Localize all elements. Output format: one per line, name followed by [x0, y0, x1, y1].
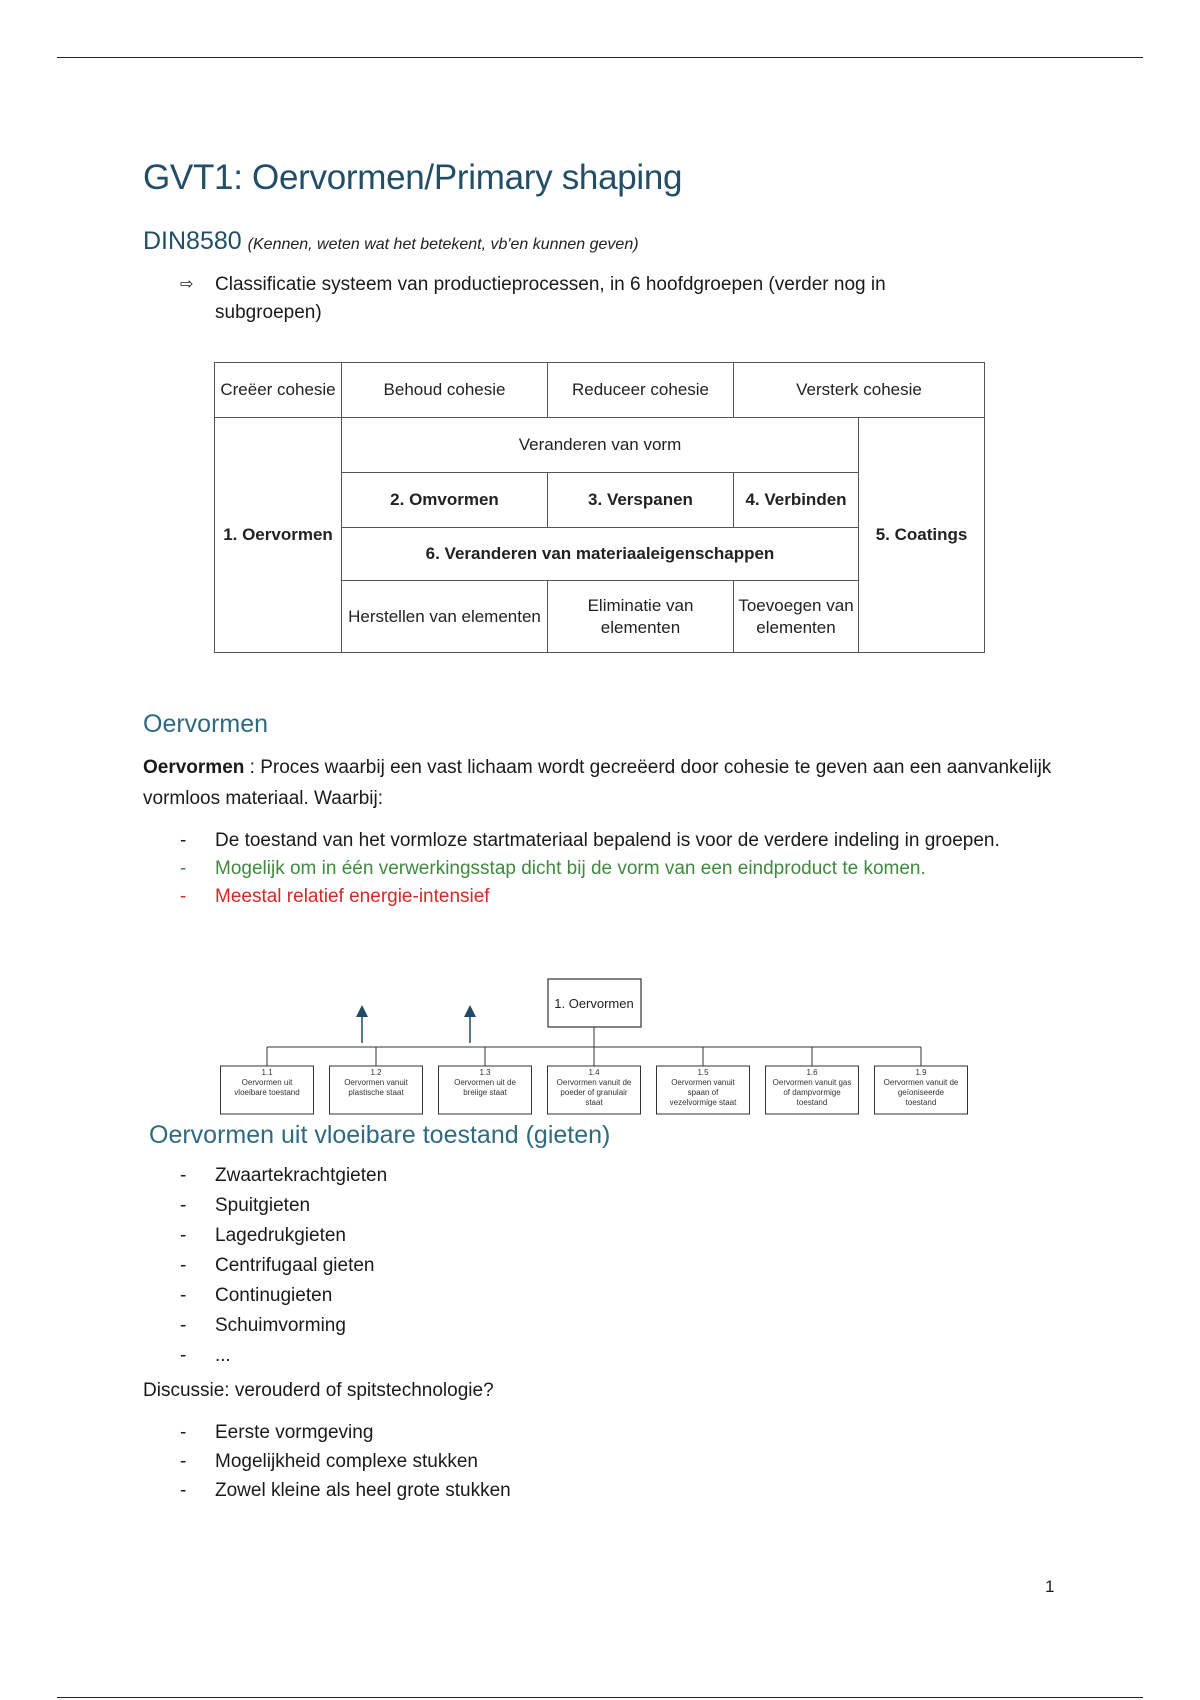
cell-veranderen-vorm: Veranderen van vorm: [342, 418, 859, 473]
subgroup-number: 1.2: [370, 1068, 382, 1077]
subgroup-label: Oervormen uit de: [454, 1078, 516, 1087]
page-number: 1: [1045, 1577, 1055, 1596]
list-item: - Meestal relatief energie-intensief: [180, 886, 490, 907]
cell-materiaaleigenschappen: 6. Veranderen van materiaaleigenschappen: [342, 528, 859, 581]
din8580-table: [214, 362, 985, 653]
arrow-item-text: Classificatie systeem van productieprocessen, in 6 hoofdgroepen (verder nog in subgroepen): [215, 274, 886, 323]
subgroup-label: Oervormen vanuit: [671, 1078, 735, 1087]
arrow-bullet-icon: ⇨: [180, 276, 194, 293]
list-item: - Mogelijk om in één verwerkingsstap dicht bij de vorm van een eindproduct te komen.: [180, 858, 926, 879]
cell-behoud-cohesie: Behoud cohesie: [342, 363, 548, 418]
discussion-question: Discussie: verouderd of spitstechnologie?: [143, 1380, 494, 1401]
subgroup-label: plastische staat: [348, 1088, 404, 1097]
subgroup-number: 1.5: [697, 1068, 709, 1077]
cell-creeer-cohesie: Creëer cohesie: [215, 363, 342, 418]
subgroup-number: 1.6: [806, 1068, 818, 1077]
subgroup-number: 1.1: [261, 1068, 273, 1077]
subgroup-label: of dampvormige: [783, 1088, 841, 1097]
list-item: - Continugieten: [180, 1285, 333, 1306]
cell-oervormen: 1. Oervormen: [215, 418, 342, 653]
subgroup-label: vloeibare toestand: [234, 1088, 300, 1097]
list-item: - Lagedrukgieten: [180, 1225, 346, 1246]
definition-text: : Proces waarbij een vast lichaam wordt gecreëerd door cohesie te geven aan een aanvankelijk vormloos materiaal. Waarbij:: [143, 757, 1052, 809]
subgroup-label: Oervormen vanuit de: [556, 1078, 632, 1087]
list-item: - Mogelijkheid complexe stukken: [180, 1451, 478, 1472]
list-item: - Centrifugaal gieten: [180, 1255, 375, 1276]
subgroup-label: staat: [585, 1098, 603, 1107]
cell-omvormen: 2. Omvormen: [342, 473, 548, 528]
section-subtitle: [143, 227, 639, 256]
cell-reduceer-cohesie: Reduceer cohesie: [548, 363, 734, 418]
subgroup-label: Oervormen vanuit: [344, 1078, 408, 1087]
list-item: - ...: [180, 1345, 231, 1366]
subtitle-note: (Kennen, weten wat het betekent, vb'en kunnen geven): [247, 236, 639, 253]
oervormen-tree-diagram: [214, 975, 974, 1120]
subgroup-boxes: [221, 1047, 968, 1114]
cell-versterk-cohesie: Versterk cohesie: [734, 363, 985, 418]
section-heading-gieten: Oervormen uit vloeibare toestand (gieten): [149, 1121, 611, 1149]
list-item: - Zowel kleine als heel grote stukken: [180, 1480, 511, 1501]
list-item: - Schuimvorming: [180, 1315, 346, 1336]
subgroup-label: geïoniseerde: [897, 1088, 945, 1097]
up-arrow-icon: [464, 1005, 476, 1017]
definition-paragraph: [143, 752, 1063, 814]
subgroup-label: Oervormen vanuit gas: [772, 1078, 852, 1087]
list-item: - Zwaartekrachtgieten: [180, 1165, 388, 1186]
subtitle-text: DIN8580: [143, 227, 242, 255]
bottom-rule: [57, 1697, 1143, 1698]
top-rule: [57, 57, 1143, 58]
section-heading-oervormen: Oervormen: [143, 710, 269, 738]
subgroup-label: toestand: [905, 1098, 937, 1107]
subgroup-number: 1.4: [588, 1068, 600, 1077]
subgroup-label: spaan of: [687, 1088, 719, 1097]
subgroup-label: breiige staat: [463, 1088, 507, 1097]
subgroup-label: Oervormen vanuit de: [883, 1078, 959, 1087]
cell-herstellen: Herstellen van elementen: [342, 581, 548, 653]
oervormen-bullets: [143, 827, 1063, 911]
cell-verspanen: 3. Verspanen: [548, 473, 734, 528]
definition-term: Oervormen: [143, 757, 245, 778]
cell-toevoegen: Toevoegen van elementen: [734, 581, 859, 653]
page-title: GVT1: Oervormen/Primary shaping: [143, 158, 683, 197]
subgroup-number: 1.3: [479, 1068, 491, 1077]
gieten-list: [143, 1161, 843, 1371]
cell-eliminatie: Eliminatie van elementen: [548, 581, 734, 653]
subgroup-label: vezelvormige staat: [669, 1098, 737, 1107]
cell-coatings: 5. Coatings: [859, 418, 985, 653]
subgroup-label: toestand: [796, 1098, 828, 1107]
subgroup-number: 1.9: [915, 1068, 927, 1077]
up-arrow-icon: [356, 1005, 368, 1017]
tree-svg: [214, 975, 974, 1120]
list-item: - De toestand van het vormloze startmateriaal bepalend is voor de verdere indeling in groepen.: [180, 830, 1000, 851]
subgroup-label: Oervormen uit: [241, 1078, 293, 1087]
discussion-list: [143, 1418, 843, 1505]
root-label: 1. Oervormen: [554, 996, 634, 1011]
subgroup-label: poeder of granulair: [560, 1088, 628, 1097]
list-item: - Eerste vormgeving: [180, 1422, 374, 1443]
cell-verbinden: 4. Verbinden: [734, 473, 859, 528]
list-item: - Spuitgieten: [180, 1195, 311, 1216]
